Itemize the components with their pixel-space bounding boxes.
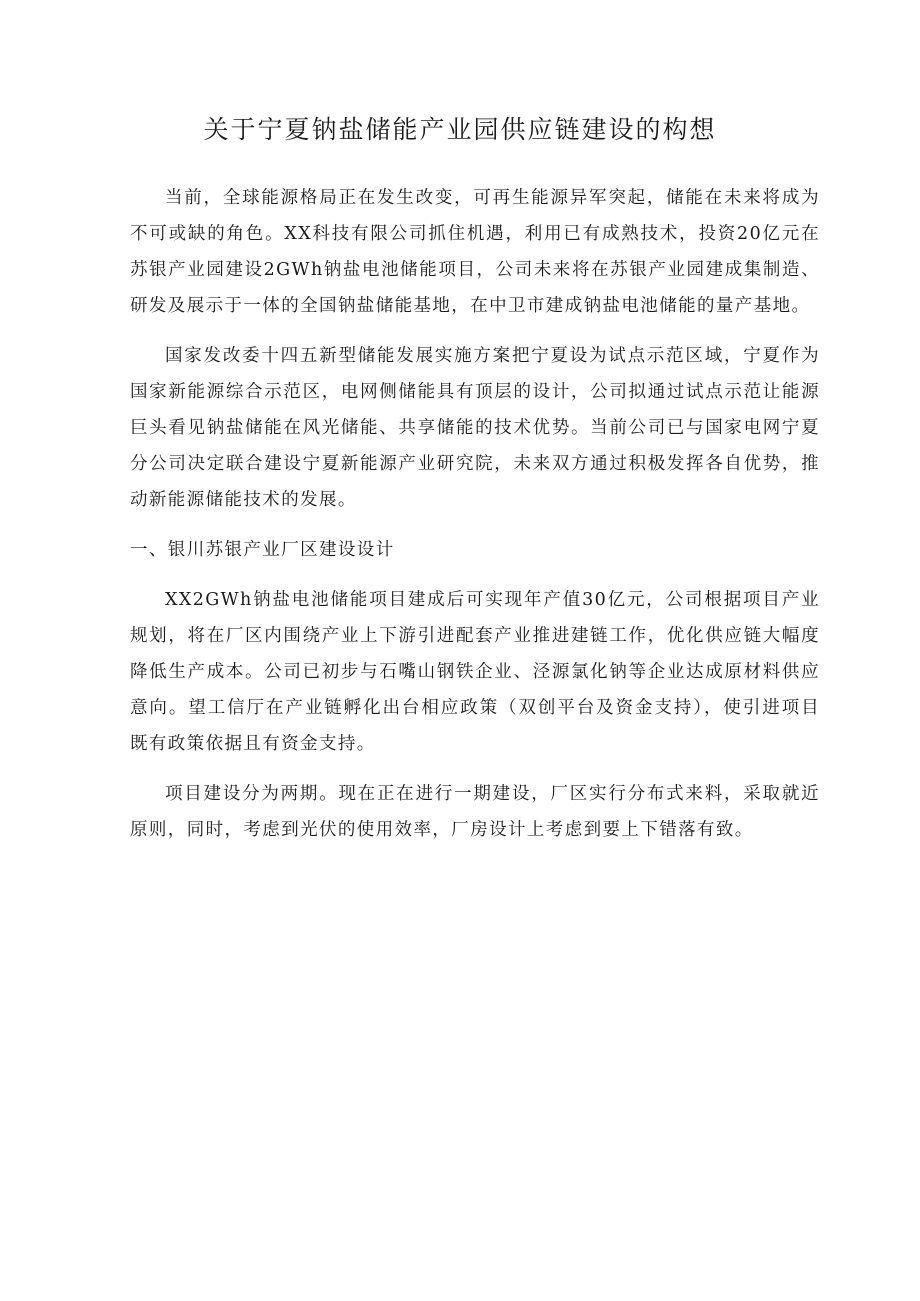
paragraph-supply-chain: XX2GWh钠盐电池储能项目建成后可实现年产值30亿元，公司根据项目产业规划，将在厂区内围绕产业上下游引进配套产业推进建链工作，优化供应链大幅度降低生产成本。公司已初步与石嘴山钢铁企业、泾源氯化钠等企业达成原材料供应意向。望工信厅在产业链孵化出台相应政策（双创平台及资金支持），使引进项目既有政策依据且有资金支持。 (130, 590, 820, 754)
document-body (130, 180, 820, 862)
paragraph-construction-phases: 项目建设分为两期。现在正在进行一期建设，厂区实行分布式来料，采取就近原则，同时，考虑到光伏的使用效率，厂房设计上考虑到要上下错落有致。 (130, 784, 820, 840)
paragraph-policy: 国家发改委十四五新型储能发展实施方案把宁夏设为试点示范区域，宁夏作为国家新能源综合示范区，电网侧储能具有顶层的设计，公司拟通过试点示范让能源巨头看见钠盐储能在风光储能、共享储能的技术优势。当前公司已与国家电网宁夏分公司决定联合建设宁夏新能源产业研究院，未来双方通过积极发挥各自优势，推动新能源储能技术的发展。 (130, 346, 820, 510)
section-heading: 一、银川苏银产业厂区建设设计 (130, 540, 395, 560)
paragraph-intro: 当前，全球能源格局正在发生改变，可再生能源异军突起，储能在未来将成为不可或缺的角色。XX科技有限公司抓住机遇，利用已有成熟技术，投资20亿元在苏银产业园建设2GWh钠盐电池储能项目，公司未来将在苏银产业园建成集制造、研发及展示于一体的全国钠盐储能基地，在中卫市建成钠盐电池储能的量产基地。 (130, 188, 820, 316)
document-title: 关于宁夏钠盐储能产业园供应链建设的构想 (203, 115, 717, 144)
